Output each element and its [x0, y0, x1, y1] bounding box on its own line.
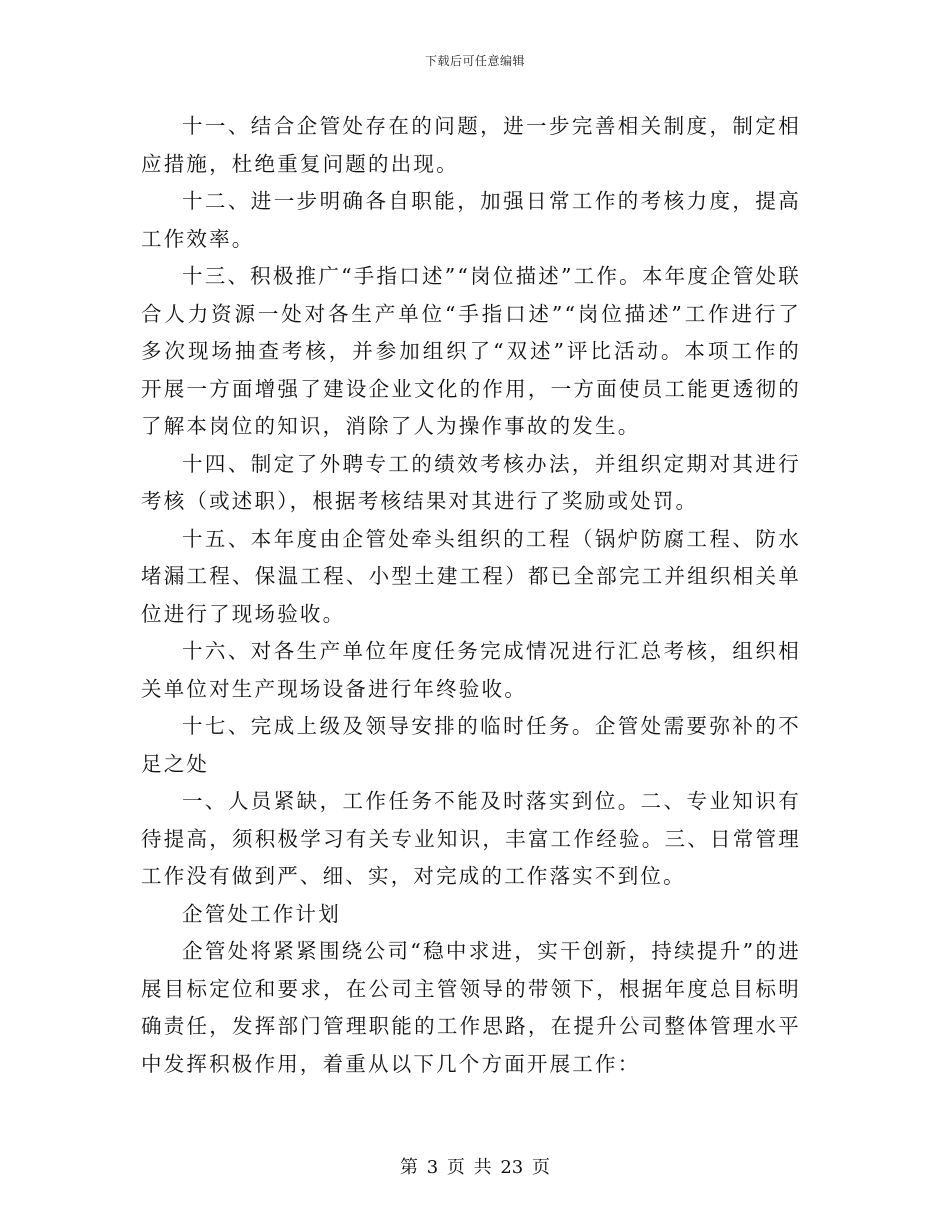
paragraph-work-plan: 企管处将紧紧围绕公司“稳中求进，实干创新，持续提升”的进展目标定位和要求，在公司主管领导的带领下，根据年度总目标明确责任，发挥部门管理职能的工作思路，在提升公司整体管理水平中发挥积极作用，着重从以下几个方面开展工作：	[141, 939, 801, 1076]
paragraph-14: 十四、制定了外聘专工的绩效考核办法，并组织定期对其进行考核（或述职），根据考核结果对其进行了奖励或处罚。	[141, 451, 801, 513]
page-header-note: 下载后可任意编辑	[424, 54, 525, 68]
section-heading-work-plan: 企管处工作计划	[182, 901, 341, 926]
paragraph-17: 十七、完成上级及领导安排的临时任务。企管处需要弥补的不足之处	[141, 714, 801, 776]
paragraph-shortcomings: 一、人员紧缺，工作任务不能及时落实到位。二、专业知识有待提高，须积极学习有关专业知识，丰富工作经验。三、日常管理工作没有做到严、细、实，对完成的工作落实不到位。	[141, 789, 801, 888]
document-body	[141, 108, 801, 1083]
paragraph-13: 十三、积极推广“手指口述”“岗位描述”工作。本年度企管处联合人力资源一处对各生产单位“手指口述”“岗位描述”工作进行了多次现场抽查考核，并参加组织了“双述”评比活动。本项工作的开展一方面增强了建设企业文化的作用，一方面使员工能更透彻的了解本岗位的知识，消除了人为操作事故的发生。	[141, 264, 801, 438]
paragraph-16: 十六、对各生产单位年度任务完成情况进行汇总考核，组织相关单位对生产现场设备进行年终验收。	[141, 639, 801, 701]
paragraph-11: 十一、结合企管处存在的问题，进一步完善相关制度，制定相应措施，杜绝重复问题的出现。	[141, 114, 801, 176]
paragraph-12: 十二、进一步明确各自职能，加强日常工作的考核力度，提高工作效率。	[141, 189, 801, 251]
paragraph-15: 十五、本年度由企管处牵头组织的工程（锅炉防腐工程、防水堵漏工程、保温工程、小型土建工程）都已全部完工并组织相关单位进行了现场验收。	[141, 526, 801, 626]
page-number-footer: 第 3 页 共 23 页	[400, 1157, 550, 1178]
